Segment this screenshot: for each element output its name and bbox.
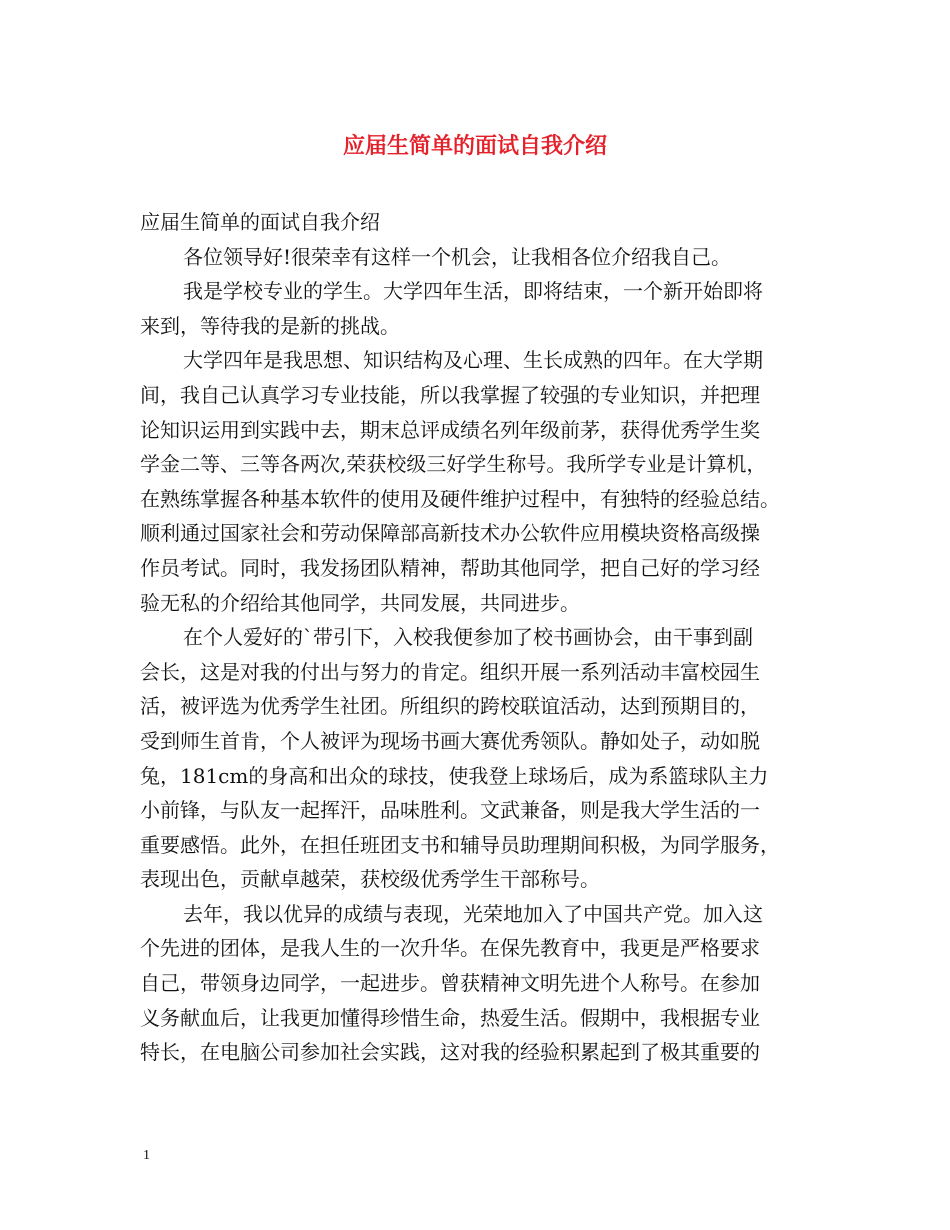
paragraph-line: 兔，181cm的身高和出众的球技，使我登上球场后，成为系篮球队主力 [140,763,769,788]
paragraph-line: 各位领导好!很荣幸有这样一个机会，让我相各位介绍我自己。 [183,244,732,269]
paragraph-line: 义务献血后，让我更加懂得珍惜生命，热爱生活。假期中，我根据专业 [140,1005,760,1030]
document-title: 应届生简单的面试自我介绍 [342,133,607,159]
paragraph-line: 间，我自己认真学习专业技能，所以我掌握了较强的专业知识，并把理 [140,382,760,407]
paragraph-line: 我是学校专业的学生。大学四年生活，即将结束，一个新开始即将 [183,279,763,304]
document-body [140,205,840,1070]
paragraph-line: 作员考试。同时，我发扬团队精神，帮助其他同学，把自己好的学习经 [140,555,760,580]
paragraph-line: 学金二等、三等各两次,荣获校级三好学生称号。我所学专业是计算机， [140,452,767,477]
paragraph-line: 去年，我以优异的成绩与表现，光荣地加入了中国共产党。加入这 [183,901,763,926]
paragraph-line: 特长，在电脑公司参加社会实践，这对我的经验积累起到了极其重要的 [140,1040,760,1065]
page-number: 1 [143,1148,150,1163]
paragraph-line: 验无私的介绍给其他同学，共同发展，共同进步。 [140,590,580,615]
paragraph-line: 顺利通过国家社会和劳动保障部高新技术办公软件应用模块资格高级操 [140,521,760,546]
paragraph-line: 在熟练掌握各种基本软件的使用及硬件维护过程中，有独特的经验总结。 [140,486,780,511]
paragraph-line: 表现出色，贡献卓越荣，获校级优秀学生干部称号。 [140,867,600,892]
paragraph-line: 活，被评选为优秀学生社团。所组织的跨校联谊活动，达到预期目的， [140,694,760,719]
paragraph-line: 受到师生首肯，个人被评为现场书画大赛优秀领队。静如处子，动如脱 [140,728,760,753]
paragraph-line: 会长，这是对我的付出与努力的肯定。组织开展一系列活动丰富校园生 [140,659,760,684]
paragraph-line: 大学四年是我思想、知识结构及心理、生长成熟的四年。在大学期 [183,348,763,373]
paragraph-line: 自己，带领身边同学，一起进步。曾获精神文明先进个人称号。在参加 [140,971,760,996]
paragraph-line: 重要感悟。此外，在担任班团支书和辅导员助理期间积极，为同学服务， [140,832,780,857]
paragraph-line: 论知识运用到实践中去，期末总评成绩名列年级前茅，获得优秀学生奖 [140,417,760,442]
subtitle-line: 应届生简单的面试自我介绍 [140,210,380,234]
paragraph-line: 小前锋，与队友一起挥汗，品味胜利。文武兼备，则是我大学生活的一 [140,798,760,823]
paragraph-line: 个先进的团体，是我人生的一次升华。在保先教育中，我更是严格要求 [140,936,760,961]
paragraph-line: 来到，等待我的是新的挑战。 [140,313,400,338]
paragraph-line: 在个人爱好的`带引下，入校我便参加了校书画协会，由干事到副 [183,625,753,650]
